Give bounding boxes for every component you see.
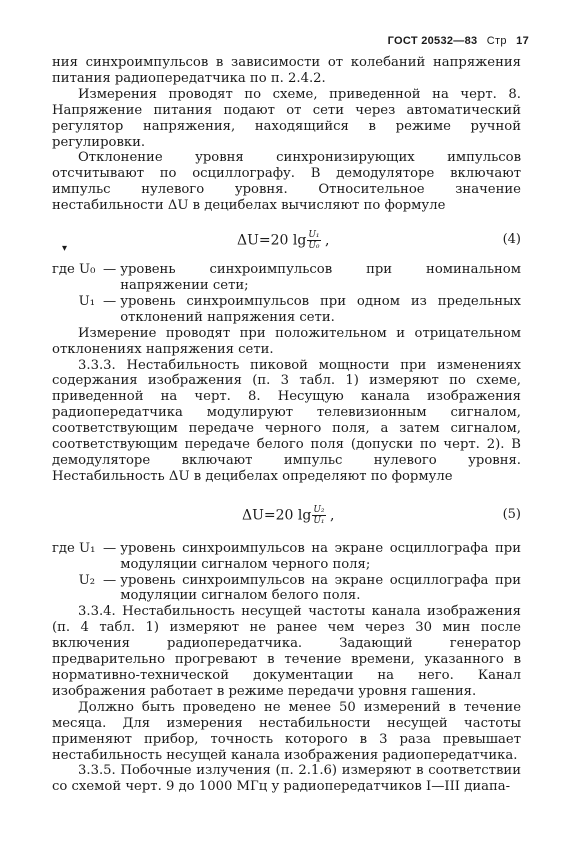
definitions-formula-4 (52, 262, 521, 326)
formula-5-numerator: U₂ (313, 504, 325, 515)
standard-number: ГОСТ 20532—83 (387, 35, 478, 47)
formula-4-numerator: U₁ (308, 230, 320, 241)
formula-4-tail: , (320, 232, 330, 249)
paragraph-measurement-scheme: Измерения проводят по схеме, приведенной на черт. 8. Напряжение питания подают от сети через автоматический регулятор напряжения, находящийся в режиме ручной регулировки. (52, 86, 521, 150)
definition-dash: — (103, 262, 117, 278)
definition-term: где U₁ (52, 540, 96, 556)
paragraph-3-3-5: 3.3.5. Побочные излучения (п. 2.1.6) измеряют в соответствии со схемой черт. 9 до 1000 МГц у радиопередатчиков I—III диапа- (52, 763, 521, 795)
definition-dash: — (103, 293, 117, 309)
definition-row (52, 262, 521, 294)
equation-number-4: (4) (502, 232, 521, 248)
definition-dash: — (103, 572, 117, 588)
page-header (382, 35, 529, 47)
definition-row (52, 573, 521, 605)
formula-4-lhs: ΔU=20 lg (237, 232, 307, 249)
formula-4-fraction (307, 230, 320, 251)
page-label: Стр (486, 35, 507, 47)
paragraph-measurement-count: Должно быть проведено не менее 50 измерений в течение месяца. Для измерения нестабильности несущей частоты применяют прибор, точность которого в 3 раза превышает нестабильность несущей канала изображения радиопередатчика. (52, 699, 521, 763)
formula-5 (52, 497, 521, 531)
definition-row (52, 541, 521, 573)
formula-4-expression (237, 230, 329, 251)
formula-5-lhs: ΔU=20 lg (242, 507, 312, 524)
page-number: 17 (516, 35, 529, 47)
definition-row (52, 294, 521, 326)
formula-4-denominator: U₀ (308, 241, 320, 252)
formula-4 (52, 222, 521, 256)
definition-term: где U₀ (52, 262, 96, 278)
definition-text: уровень синхроимпульсов на экране осциллографа при модуляции сигналом черного поля; (120, 540, 521, 572)
paragraph-sign-note: Измерение проводят при положительном и отрицательном отклонениях напряжения сети. (52, 325, 521, 357)
equation-number-5: (5) (502, 506, 521, 522)
paragraph-3-3-4: 3.3.4. Нестабильность несущей частоты канала изображения (п. 4 табл. 1) измеряют не ранее чем через 30 мин после включения радиопередатчика. Задающий генератор предварительно прогревают в течение времени, указанного в нормативно-технической документации на него. Канал изображения работает в режиме передачи уровня гашения. (52, 604, 521, 699)
formula-5-tail: , (325, 507, 335, 524)
formula-5-expression (242, 505, 334, 526)
formula-5-denominator: U₁ (313, 515, 325, 526)
definitions-formula-5 (52, 541, 521, 605)
paragraph-deviation: Отклонение уровня синхронизирующих импульсов отсчитывают по осциллографу. В демодуляторе включают импульс нулевого уровня. Относительное значение нестабильности ΔU в децибелах вычисляют по формуле (52, 150, 521, 214)
definition-term: U₁ (78, 293, 95, 309)
paragraph-continuation: ния синхроимпульсов в зависимости от колебаний напряжения питания радиопередатчика по п. 2.4.2. (52, 55, 521, 86)
definition-text: уровень синхроимпульсов при номинальном напряжении сети; (120, 262, 521, 293)
definition-text: уровень синхроимпульсов на экране осциллографа при модуляции сигналом белого поля. (120, 572, 521, 604)
paragraph-3-3-3: 3.3.3. Нестабильность пиковой мощности при изменениях содержания изображения (п. 3 табл. 1) измеряют по схеме, приведенной на черт. 8. Несущую канала изображения радиопередатчика модулируют телевизионным сигналом, соответствующим передаче черного поля, а затем сигналом, соответствующим передаче белого поля (допуски по черт. 2). В демодуляторе включают импульс нулевого уровня. Нестабильность ΔU в децибелах определяют по формуле (52, 357, 521, 484)
page-body (52, 55, 521, 795)
definition-dash: — (103, 540, 117, 556)
definition-term: U₂ (78, 572, 95, 588)
formula-5-fraction (312, 505, 325, 526)
stray-mark: ▾ (62, 243, 68, 254)
definition-text: уровень синхроимпульсов при одном из предельных отклонений напряжения сети. (120, 293, 521, 325)
